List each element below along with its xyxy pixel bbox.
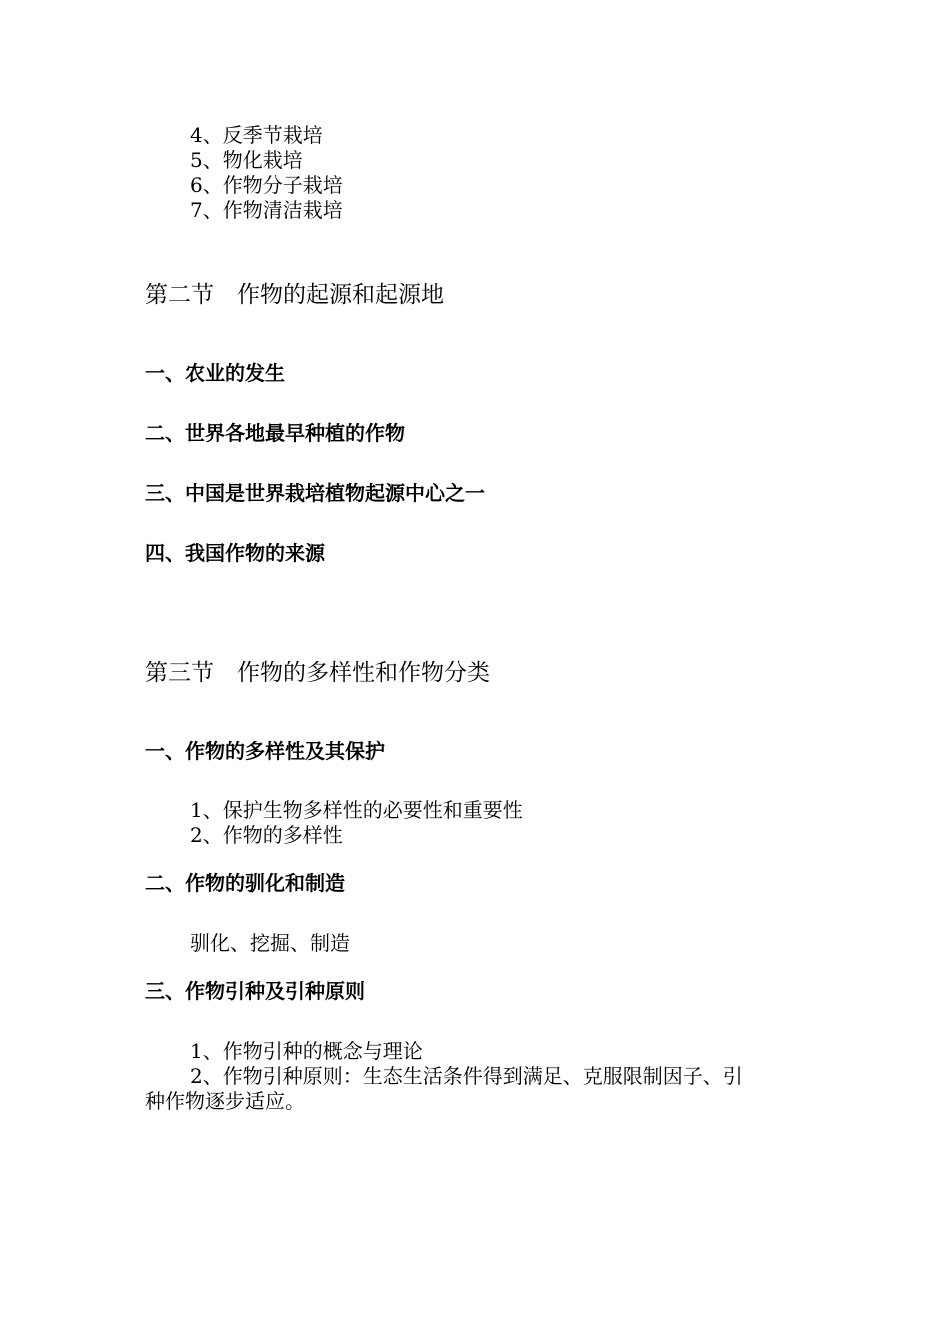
- section-2-heading-3: 三、中国是世界栽培植物起源中心之一: [145, 481, 485, 505]
- section-3-item-1-1: 1、保护生物多样性的必要性和重要性: [190, 798, 523, 822]
- section-3-heading-1: 一、作物的多样性及其保护: [145, 739, 385, 763]
- section-3-heading-2: 二、作物的驯化和制造: [145, 871, 345, 895]
- section-3-item-3-1: 1、作物引种的概念与理论: [190, 1039, 423, 1063]
- list-item-7: 7、作物清洁栽培: [190, 198, 343, 222]
- section-3-text-2: 驯化、挖掘、制造: [190, 931, 350, 955]
- section-3-heading-3: 三、作物引种及引种原则: [145, 979, 365, 1003]
- section-2-title: 第二节 作物的起源和起源地: [145, 282, 444, 308]
- section-2-heading-2: 二、世界各地最早种植的作物: [145, 421, 405, 445]
- section-3-title: 第三节 作物的多样性和作物分类: [145, 660, 490, 686]
- section-3-item-3-2-line-2: 种作物逐步适应。: [145, 1089, 305, 1113]
- section-3-item-3-2-line-1: 2、作物引种原则：生态生活条件得到满足、克服限制因子、引: [190, 1064, 743, 1088]
- list-item-4: 4、反季节栽培: [190, 123, 323, 147]
- section-2-heading-4: 四、我国作物的来源: [145, 541, 325, 565]
- section-2-heading-1: 一、农业的发生: [145, 361, 285, 385]
- list-item-6: 6、作物分子栽培: [190, 173, 343, 197]
- section-3-item-1-2: 2、作物的多样性: [190, 823, 343, 847]
- list-item-5: 5、物化栽培: [190, 148, 303, 172]
